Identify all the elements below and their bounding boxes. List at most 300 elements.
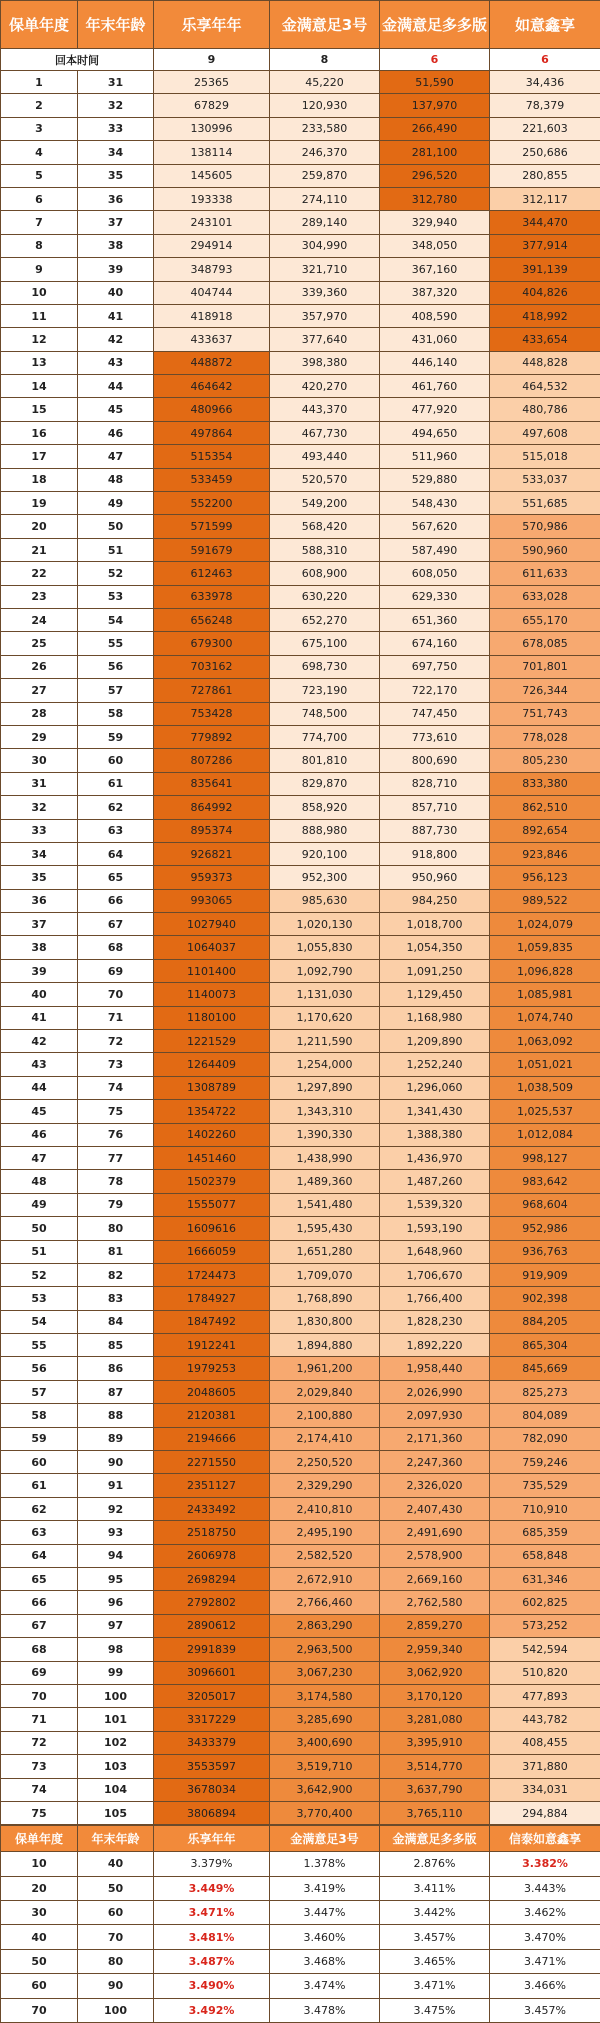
age-cell: 81 bbox=[78, 1240, 154, 1263]
value-cell: 587,490 bbox=[380, 538, 490, 561]
value-cell: 722,170 bbox=[380, 679, 490, 702]
table-row bbox=[1, 1451, 600, 1474]
value-cell: 723,190 bbox=[270, 679, 380, 702]
age-cell: 102 bbox=[78, 1731, 154, 1754]
policy-year-cell: 30 bbox=[1, 749, 78, 772]
value-cell: 1,436,970 bbox=[380, 1146, 490, 1169]
value-cell: 1,252,240 bbox=[380, 1053, 490, 1076]
rate-policy-year-cell: 30 bbox=[1, 1901, 78, 1925]
value-cell: 34,436 bbox=[490, 71, 600, 94]
value-cell: 1,055,830 bbox=[270, 936, 380, 959]
rate-value-cell: 3.449% bbox=[154, 1876, 270, 1900]
value-cell: 443,370 bbox=[270, 398, 380, 421]
value-cell: 418,992 bbox=[490, 304, 600, 327]
value-cell: 697,750 bbox=[380, 655, 490, 678]
age-cell: 65 bbox=[78, 866, 154, 889]
value-cell: 2,250,520 bbox=[270, 1451, 380, 1474]
value-cell: 710,910 bbox=[490, 1497, 600, 1520]
value-cell: 1,894,880 bbox=[270, 1334, 380, 1357]
policy-year-cell: 55 bbox=[1, 1334, 78, 1357]
rate-value-cell: 1.378% bbox=[270, 1852, 380, 1876]
value-cell: 1027940 bbox=[154, 913, 270, 936]
table-row bbox=[1, 1591, 600, 1614]
value-cell: 3,400,690 bbox=[270, 1731, 380, 1754]
value-cell: 652,270 bbox=[270, 608, 380, 631]
rate-value-cell: 3.382% bbox=[490, 1852, 600, 1876]
policy-year-cell: 26 bbox=[1, 655, 78, 678]
value-cell: 461,760 bbox=[380, 375, 490, 398]
policy-year-cell: 3 bbox=[1, 117, 78, 140]
age-cell: 105 bbox=[78, 1801, 154, 1824]
age-cell: 67 bbox=[78, 913, 154, 936]
value-cell: 679300 bbox=[154, 632, 270, 655]
value-cell: 2,326,020 bbox=[380, 1474, 490, 1497]
value-cell: 348,050 bbox=[380, 234, 490, 257]
value-cell: 674,160 bbox=[380, 632, 490, 655]
value-cell: 408,590 bbox=[380, 304, 490, 327]
value-cell: 656248 bbox=[154, 608, 270, 631]
payback-row bbox=[1, 49, 600, 71]
rate-policy-year-cell: 20 bbox=[1, 1876, 78, 1900]
table-row bbox=[1, 1287, 600, 1310]
age-cell: 48 bbox=[78, 468, 154, 491]
value-cell: 51,590 bbox=[380, 71, 490, 94]
age-cell: 70 bbox=[78, 983, 154, 1006]
age-cell: 71 bbox=[78, 1006, 154, 1029]
value-cell: 477,920 bbox=[380, 398, 490, 421]
value-cell: 367,160 bbox=[380, 258, 490, 281]
table-row bbox=[1, 281, 600, 304]
value-cell: 773,610 bbox=[380, 725, 490, 748]
value-cell: 1,892,220 bbox=[380, 1334, 490, 1357]
value-cell: 1,018,700 bbox=[380, 913, 490, 936]
value-cell: 304,990 bbox=[270, 234, 380, 257]
policy-year-cell: 12 bbox=[1, 328, 78, 351]
age-cell: 103 bbox=[78, 1755, 154, 1778]
age-cell: 90 bbox=[78, 1451, 154, 1474]
value-cell: 480,786 bbox=[490, 398, 600, 421]
age-cell: 46 bbox=[78, 421, 154, 444]
age-cell: 80 bbox=[78, 1217, 154, 1240]
value-cell: 1,958,440 bbox=[380, 1357, 490, 1380]
value-cell: 1402260 bbox=[154, 1123, 270, 1146]
value-cell: 404,826 bbox=[490, 281, 600, 304]
value-cell: 3433379 bbox=[154, 1731, 270, 1754]
header-policy-year: 保单年度 bbox=[1, 1, 78, 49]
age-cell: 53 bbox=[78, 585, 154, 608]
value-cell: 1,541,480 bbox=[270, 1193, 380, 1216]
value-cell: 1912241 bbox=[154, 1334, 270, 1357]
age-cell: 104 bbox=[78, 1778, 154, 1801]
value-cell: 520,570 bbox=[270, 468, 380, 491]
age-cell: 74 bbox=[78, 1076, 154, 1099]
value-cell: 250,686 bbox=[490, 141, 600, 164]
value-cell: 655,170 bbox=[490, 608, 600, 631]
rate-row bbox=[1, 1876, 600, 1900]
value-cell: 747,450 bbox=[380, 702, 490, 725]
value-cell: 1,012,084 bbox=[490, 1123, 600, 1146]
age-cell: 96 bbox=[78, 1591, 154, 1614]
value-cell: 3553597 bbox=[154, 1755, 270, 1778]
value-cell: 312,780 bbox=[380, 187, 490, 210]
age-cell: 44 bbox=[78, 375, 154, 398]
value-cell: 1,961,200 bbox=[270, 1357, 380, 1380]
table-row bbox=[1, 538, 600, 561]
table-row bbox=[1, 1310, 600, 1333]
table-row bbox=[1, 141, 600, 164]
value-cell: 1,297,890 bbox=[270, 1076, 380, 1099]
age-cell: 42 bbox=[78, 328, 154, 351]
table-row bbox=[1, 1801, 600, 1824]
value-cell: 703162 bbox=[154, 655, 270, 678]
age-cell: 59 bbox=[78, 725, 154, 748]
policy-year-cell: 45 bbox=[1, 1100, 78, 1123]
policy-year-cell: 13 bbox=[1, 351, 78, 374]
table-row bbox=[1, 1193, 600, 1216]
policy-year-cell: 51 bbox=[1, 1240, 78, 1263]
value-cell: 25365 bbox=[154, 71, 270, 94]
value-cell: 1101400 bbox=[154, 959, 270, 982]
value-cell: 1,092,790 bbox=[270, 959, 380, 982]
value-cell: 3317229 bbox=[154, 1708, 270, 1731]
table-row bbox=[1, 1123, 600, 1146]
age-cell: 36 bbox=[78, 187, 154, 210]
rate-value-cell: 3.492% bbox=[154, 1998, 270, 2022]
value-cell: 920,100 bbox=[270, 842, 380, 865]
value-cell: 1264409 bbox=[154, 1053, 270, 1076]
policy-year-cell: 23 bbox=[1, 585, 78, 608]
value-cell: 1,768,890 bbox=[270, 1287, 380, 1310]
value-cell: 2,029,840 bbox=[270, 1380, 380, 1403]
value-cell: 2,578,900 bbox=[380, 1544, 490, 1567]
policy-year-cell: 15 bbox=[1, 398, 78, 421]
value-cell: 2120381 bbox=[154, 1404, 270, 1427]
rate-value-cell: 3.442% bbox=[380, 1901, 490, 1925]
value-cell: 612463 bbox=[154, 562, 270, 585]
value-cell: 1308789 bbox=[154, 1076, 270, 1099]
table-row bbox=[1, 94, 600, 117]
value-cell: 551,685 bbox=[490, 492, 600, 515]
rate-value-cell: 3.475% bbox=[380, 1998, 490, 2022]
value-cell: 629,330 bbox=[380, 585, 490, 608]
value-cell: 918,800 bbox=[380, 842, 490, 865]
header-product-lexiang: 乐享年年 bbox=[154, 1, 270, 49]
age-cell: 78 bbox=[78, 1170, 154, 1193]
value-cell: 2351127 bbox=[154, 1474, 270, 1497]
table-row bbox=[1, 445, 600, 468]
header-product-ruyi: 如意鑫享 bbox=[490, 1, 600, 49]
table-row bbox=[1, 1568, 600, 1591]
value-cell: 998,127 bbox=[490, 1146, 600, 1169]
policy-year-cell: 24 bbox=[1, 608, 78, 631]
policy-year-cell: 17 bbox=[1, 445, 78, 468]
table-row bbox=[1, 632, 600, 655]
policy-year-cell: 59 bbox=[1, 1427, 78, 1450]
rate-value-cell: 2.876% bbox=[380, 1852, 490, 1876]
table-row bbox=[1, 1263, 600, 1286]
value-cell: 443,782 bbox=[490, 1708, 600, 1731]
policy-year-cell: 43 bbox=[1, 1053, 78, 1076]
table-row bbox=[1, 1053, 600, 1076]
age-cell: 64 bbox=[78, 842, 154, 865]
value-cell: 3,637,790 bbox=[380, 1778, 490, 1801]
value-cell: 759,246 bbox=[490, 1451, 600, 1474]
value-cell: 857,710 bbox=[380, 796, 490, 819]
value-cell: 294914 bbox=[154, 234, 270, 257]
table-row bbox=[1, 1778, 600, 1801]
header-product-jinman3: 金满意足3号 bbox=[270, 1, 380, 49]
table-header-row bbox=[1, 1, 600, 49]
value-cell: 280,855 bbox=[490, 164, 600, 187]
value-cell: 398,380 bbox=[270, 351, 380, 374]
value-cell: 1451460 bbox=[154, 1146, 270, 1169]
value-cell: 2,766,460 bbox=[270, 1591, 380, 1614]
value-cell: 193338 bbox=[154, 187, 270, 210]
value-cell: 1,168,980 bbox=[380, 1006, 490, 1029]
irr-table bbox=[0, 1825, 600, 2023]
value-cell: 3,642,900 bbox=[270, 1778, 380, 1801]
age-cell: 89 bbox=[78, 1427, 154, 1450]
rate-value-cell: 3.419% bbox=[270, 1876, 380, 1900]
value-cell: 828,710 bbox=[380, 772, 490, 795]
value-cell: 1,054,350 bbox=[380, 936, 490, 959]
table-row bbox=[1, 375, 600, 398]
value-cell: 1502379 bbox=[154, 1170, 270, 1193]
value-cell: 2,959,340 bbox=[380, 1638, 490, 1661]
rate-row bbox=[1, 1998, 600, 2022]
payback-value: 6 bbox=[380, 49, 490, 71]
value-cell: 529,880 bbox=[380, 468, 490, 491]
policy-year-cell: 72 bbox=[1, 1731, 78, 1754]
value-cell: 590,960 bbox=[490, 538, 600, 561]
table-row bbox=[1, 1755, 600, 1778]
table-row bbox=[1, 1100, 600, 1123]
policy-year-cell: 5 bbox=[1, 164, 78, 187]
value-cell: 2,174,410 bbox=[270, 1427, 380, 1450]
value-cell: 3205017 bbox=[154, 1684, 270, 1707]
age-cell: 94 bbox=[78, 1544, 154, 1567]
policy-year-cell: 70 bbox=[1, 1684, 78, 1707]
value-cell: 1609616 bbox=[154, 1217, 270, 1240]
value-cell: 1979253 bbox=[154, 1357, 270, 1380]
value-cell: 1,025,537 bbox=[490, 1100, 600, 1123]
value-cell: 348793 bbox=[154, 258, 270, 281]
value-cell: 289,140 bbox=[270, 211, 380, 234]
value-cell: 78,379 bbox=[490, 94, 600, 117]
value-cell: 2,669,160 bbox=[380, 1568, 490, 1591]
policy-year-cell: 47 bbox=[1, 1146, 78, 1169]
age-cell: 72 bbox=[78, 1030, 154, 1053]
value-cell: 334,031 bbox=[490, 1778, 600, 1801]
value-cell: 371,880 bbox=[490, 1755, 600, 1778]
value-cell: 567,620 bbox=[380, 515, 490, 538]
value-cell: 835641 bbox=[154, 772, 270, 795]
value-cell: 377,640 bbox=[270, 328, 380, 351]
value-cell: 266,490 bbox=[380, 117, 490, 140]
policy-year-cell: 28 bbox=[1, 702, 78, 725]
value-cell: 1,766,400 bbox=[380, 1287, 490, 1310]
value-cell: 312,117 bbox=[490, 187, 600, 210]
value-cell: 698,730 bbox=[270, 655, 380, 678]
age-cell: 47 bbox=[78, 445, 154, 468]
value-cell: 221,603 bbox=[490, 117, 600, 140]
value-cell: 611,633 bbox=[490, 562, 600, 585]
value-cell: 1180100 bbox=[154, 1006, 270, 1029]
value-cell: 1,593,190 bbox=[380, 1217, 490, 1240]
value-cell: 3,395,910 bbox=[380, 1731, 490, 1754]
value-cell: 433,654 bbox=[490, 328, 600, 351]
policy-year-cell: 42 bbox=[1, 1030, 78, 1053]
value-cell: 782,090 bbox=[490, 1427, 600, 1450]
value-cell: 1,091,250 bbox=[380, 959, 490, 982]
policy-year-cell: 29 bbox=[1, 725, 78, 748]
value-cell: 1,211,590 bbox=[270, 1030, 380, 1053]
value-cell: 658,848 bbox=[490, 1544, 600, 1567]
age-cell: 33 bbox=[78, 117, 154, 140]
value-cell: 1784927 bbox=[154, 1287, 270, 1310]
value-cell: 3,174,580 bbox=[270, 1684, 380, 1707]
value-cell: 675,100 bbox=[270, 632, 380, 655]
policy-year-cell: 48 bbox=[1, 1170, 78, 1193]
table-row bbox=[1, 1146, 600, 1169]
table-row bbox=[1, 562, 600, 585]
value-cell: 829,870 bbox=[270, 772, 380, 795]
age-cell: 45 bbox=[78, 398, 154, 421]
value-cell: 895374 bbox=[154, 819, 270, 842]
rate-age-cell: 60 bbox=[78, 1901, 154, 1925]
policy-year-cell: 40 bbox=[1, 983, 78, 1006]
age-cell: 55 bbox=[78, 632, 154, 655]
value-cell: 464642 bbox=[154, 375, 270, 398]
rate-row bbox=[1, 1925, 600, 1949]
value-cell: 515,018 bbox=[490, 445, 600, 468]
table-row bbox=[1, 585, 600, 608]
age-cell: 51 bbox=[78, 538, 154, 561]
table-row bbox=[1, 702, 600, 725]
table-row bbox=[1, 1638, 600, 1661]
table-row bbox=[1, 71, 600, 94]
policy-year-cell: 65 bbox=[1, 1568, 78, 1591]
value-cell: 800,690 bbox=[380, 749, 490, 772]
table-row bbox=[1, 772, 600, 795]
policy-year-cell: 2 bbox=[1, 94, 78, 117]
table-row bbox=[1, 1427, 600, 1450]
table-row bbox=[1, 258, 600, 281]
policy-year-cell: 58 bbox=[1, 1404, 78, 1427]
policy-year-cell: 22 bbox=[1, 562, 78, 585]
header-age: 年末年龄 bbox=[78, 1, 154, 49]
age-cell: 39 bbox=[78, 258, 154, 281]
payback-label: 回本时间 bbox=[1, 49, 154, 71]
policy-year-cell: 57 bbox=[1, 1380, 78, 1403]
value-cell: 552200 bbox=[154, 492, 270, 515]
value-cell: 748,500 bbox=[270, 702, 380, 725]
age-cell: 101 bbox=[78, 1708, 154, 1731]
table-row bbox=[1, 1357, 600, 1380]
policy-year-cell: 60 bbox=[1, 1451, 78, 1474]
policy-year-cell: 49 bbox=[1, 1193, 78, 1216]
value-cell: 329,940 bbox=[380, 211, 490, 234]
value-cell: 985,630 bbox=[270, 889, 380, 912]
value-cell: 408,455 bbox=[490, 1731, 600, 1754]
age-cell: 75 bbox=[78, 1100, 154, 1123]
policy-year-cell: 44 bbox=[1, 1076, 78, 1099]
value-cell: 3096601 bbox=[154, 1661, 270, 1684]
table-row bbox=[1, 1708, 600, 1731]
policy-year-cell: 63 bbox=[1, 1521, 78, 1544]
value-cell: 571599 bbox=[154, 515, 270, 538]
age-cell: 98 bbox=[78, 1638, 154, 1661]
table-row bbox=[1, 749, 600, 772]
value-cell: 1,296,060 bbox=[380, 1076, 490, 1099]
age-cell: 88 bbox=[78, 1404, 154, 1427]
age-cell: 73 bbox=[78, 1053, 154, 1076]
policy-year-cell: 69 bbox=[1, 1661, 78, 1684]
value-cell: 494,650 bbox=[380, 421, 490, 444]
value-cell: 446,140 bbox=[380, 351, 490, 374]
policy-year-cell: 1 bbox=[1, 71, 78, 94]
value-cell: 630,220 bbox=[270, 585, 380, 608]
value-cell: 294,884 bbox=[490, 1801, 600, 1824]
table-row bbox=[1, 468, 600, 491]
value-cell: 2,491,690 bbox=[380, 1521, 490, 1544]
age-cell: 40 bbox=[78, 281, 154, 304]
value-cell: 2792802 bbox=[154, 1591, 270, 1614]
age-cell: 62 bbox=[78, 796, 154, 819]
value-cell: 497,608 bbox=[490, 421, 600, 444]
value-cell: 3,519,710 bbox=[270, 1755, 380, 1778]
table-row bbox=[1, 234, 600, 257]
value-cell: 3,281,080 bbox=[380, 1708, 490, 1731]
value-cell: 936,763 bbox=[490, 1240, 600, 1263]
value-cell: 865,304 bbox=[490, 1334, 600, 1357]
value-cell: 2271550 bbox=[154, 1451, 270, 1474]
rate-row bbox=[1, 1901, 600, 1925]
table-row bbox=[1, 211, 600, 234]
age-cell: 85 bbox=[78, 1334, 154, 1357]
rate-value-cell: 3.487% bbox=[154, 1949, 270, 1973]
value-cell: 2,171,360 bbox=[380, 1427, 490, 1450]
value-cell: 2,582,520 bbox=[270, 1544, 380, 1567]
value-cell: 2,672,910 bbox=[270, 1568, 380, 1591]
header-product-jinmanduo: 金满意足多多版 bbox=[380, 1, 490, 49]
value-cell: 825,273 bbox=[490, 1380, 600, 1403]
policy-year-cell: 18 bbox=[1, 468, 78, 491]
value-cell: 67829 bbox=[154, 94, 270, 117]
value-cell: 138114 bbox=[154, 141, 270, 164]
rate-age-cell: 40 bbox=[78, 1852, 154, 1876]
value-cell: 548,430 bbox=[380, 492, 490, 515]
value-cell: 533459 bbox=[154, 468, 270, 491]
value-cell: 833,380 bbox=[490, 772, 600, 795]
value-cell: 727861 bbox=[154, 679, 270, 702]
table-row bbox=[1, 1240, 600, 1263]
value-cell: 968,604 bbox=[490, 1193, 600, 1216]
policy-year-cell: 20 bbox=[1, 515, 78, 538]
value-cell: 993065 bbox=[154, 889, 270, 912]
value-cell: 1,096,828 bbox=[490, 959, 600, 982]
policy-year-cell: 54 bbox=[1, 1310, 78, 1333]
age-cell: 35 bbox=[78, 164, 154, 187]
table-row bbox=[1, 1661, 600, 1684]
value-cell: 1,830,800 bbox=[270, 1310, 380, 1333]
value-cell: 493,440 bbox=[270, 445, 380, 468]
value-cell: 952,300 bbox=[270, 866, 380, 889]
table-row bbox=[1, 117, 600, 140]
value-cell: 3,170,120 bbox=[380, 1684, 490, 1707]
value-cell: 3,285,690 bbox=[270, 1708, 380, 1731]
policy-year-cell: 39 bbox=[1, 959, 78, 982]
